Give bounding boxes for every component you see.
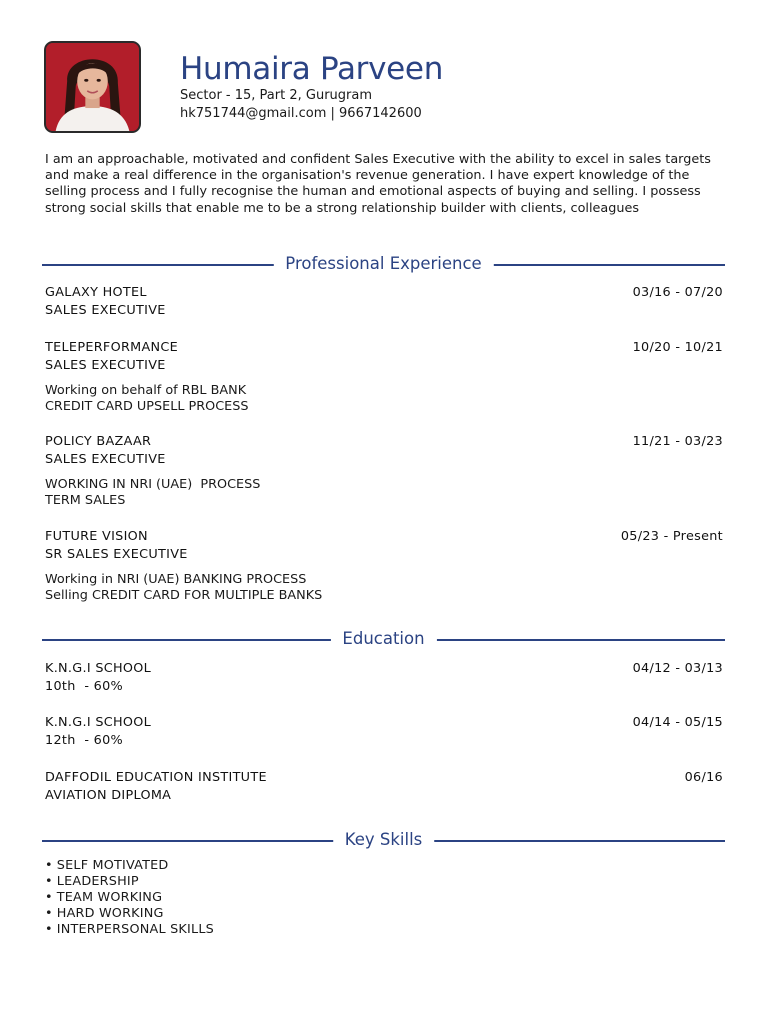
description-line: Working on behalf of RBL BANK — [45, 383, 247, 398]
qualification: 12th - 60% — [45, 733, 123, 748]
date-range: 03/16 - 07/20 — [632, 285, 723, 300]
bullet-marker: • — [45, 858, 53, 873]
description-line: CREDIT CARD UPSELL PROCESS — [45, 399, 249, 414]
email-phone-line: hk751744@gmail.com | 9667142600 — [180, 106, 422, 121]
qualification: 10th - 60% — [45, 679, 123, 694]
job-title: SALES EXECUTIVE — [45, 452, 166, 467]
employer-name: POLICY BAZAAR — [45, 434, 152, 449]
section-title: Education — [330, 628, 436, 650]
skill-item — [45, 906, 214, 922]
job-description — [45, 572, 723, 604]
education-entry — [45, 714, 723, 750]
job-title: SALES EXECUTIVE — [45, 303, 166, 318]
skill-label: HARD WORKING — [56, 906, 164, 921]
experience-entry — [45, 339, 723, 415]
section-title: Professional Experience — [273, 253, 493, 275]
employer-name: TELEPERFORMANCE — [45, 340, 179, 355]
skill-item — [45, 874, 214, 890]
bullet-marker: • — [45, 890, 53, 905]
job-title: SR SALES EXECUTIVE — [45, 547, 188, 562]
institution-name: K.N.G.I SCHOOL — [45, 715, 152, 730]
date-range: 06/16 — [684, 770, 723, 785]
date-range: 11/21 - 03/23 — [632, 434, 723, 449]
section-header-experience — [42, 253, 725, 275]
skill-label: LEADERSHIP — [56, 874, 139, 889]
institution-name: K.N.G.I SCHOOL — [45, 661, 152, 676]
employer-name: GALAXY HOTEL — [45, 285, 147, 300]
experience-entry — [45, 433, 723, 509]
bullet-marker: • — [45, 922, 53, 937]
skill-label: TEAM WORKING — [56, 890, 163, 905]
description-line: WORKING IN NRI (UAE) PROCESS — [45, 477, 261, 492]
date-range: 10/20 - 10/21 — [632, 340, 723, 355]
education-entry — [45, 660, 723, 696]
qualification: AVIATION DIPLOMA — [45, 788, 172, 803]
job-title: SALES EXECUTIVE — [45, 358, 166, 373]
section-header-skills — [42, 829, 725, 851]
description-line: Selling CREDIT CARD FOR MULTIPLE BANKS — [45, 588, 323, 603]
skill-item — [45, 890, 214, 906]
candidate-name: Humaira Parveen — [180, 51, 444, 87]
bullet-marker: • — [45, 874, 53, 889]
date-range: 05/23 - Present — [620, 529, 723, 544]
experience-entry — [45, 284, 723, 320]
date-range: 04/14 - 05/15 — [632, 715, 723, 730]
profile-photo — [44, 41, 141, 133]
job-description — [45, 477, 723, 509]
education-entry — [45, 769, 723, 805]
section-title: Key Skills — [333, 829, 435, 851]
date-range: 04/12 - 03/13 — [632, 661, 723, 676]
skill-label: INTERPERSONAL SKILLS — [56, 922, 214, 937]
employer-name: FUTURE VISION — [45, 529, 148, 544]
experience-entry — [45, 528, 723, 604]
skill-item — [45, 922, 214, 938]
address-line: Sector - 15, Part 2, Gurugram — [180, 88, 373, 103]
section-header-education — [42, 628, 725, 650]
description-line: TERM SALES — [45, 493, 126, 508]
bullet-marker: • — [45, 906, 53, 921]
profile-summary: I am an approachable, motivated and confident Sales Executive with the ability to excel in sales targets and make a real difference in the organisation's revenue generation. I have expert knowledge of the selling process and I fully recognise the human and emotional aspects of buying and selling. I possess strong social skills that enable me to be a strong relationship builder with clients, colleagues — [45, 152, 711, 216]
job-description — [45, 383, 723, 415]
skill-label: SELF MOTIVATED — [56, 858, 169, 873]
institution-name: DAFFODIL EDUCATION INSTITUTE — [45, 770, 267, 785]
skills-list — [45, 858, 214, 938]
skill-item — [45, 858, 214, 874]
description-line: Working in NRI (UAE) BANKING PROCESS — [45, 572, 307, 587]
